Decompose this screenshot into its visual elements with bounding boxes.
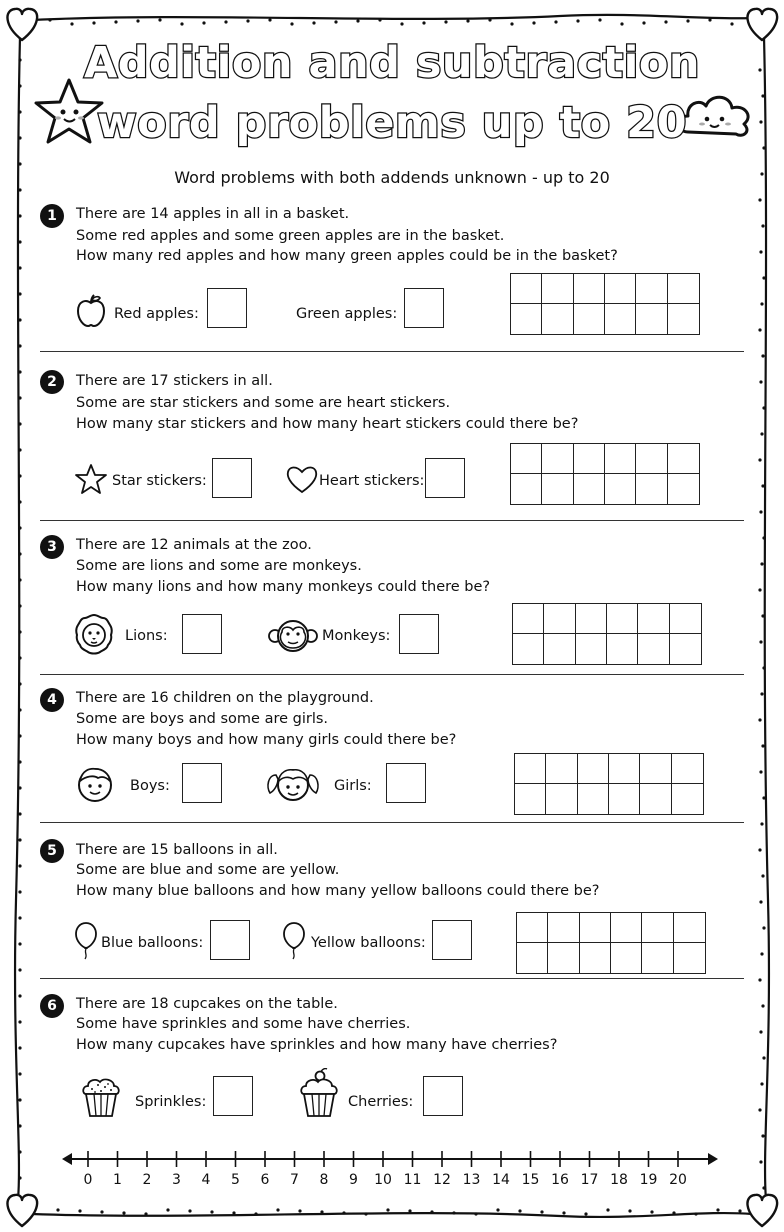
number-line-tick-label: 14 (492, 1172, 510, 1188)
sprinkles-label: Sprinkles: (135, 1094, 207, 1110)
red-apples-answer-box[interactable] (207, 288, 247, 328)
cupcake-sprinkles-icon (80, 1074, 122, 1118)
divider (40, 822, 744, 823)
monkey-icon (268, 618, 318, 654)
page-title-line-2: word problems up to 20 (96, 98, 688, 148)
number-line-tick-label: 0 (83, 1172, 93, 1188)
girls-label: Girls: (334, 778, 372, 794)
problem-text-line: How many star stickers and how many heart stickers could there be? (76, 416, 579, 432)
divider (40, 674, 744, 675)
number-line-tick-label: 5 (231, 1172, 240, 1188)
problem-text-line: How many lions and how many monkeys could there be? (76, 579, 491, 595)
problem-text-line: There are 16 children on the playground. (76, 690, 374, 706)
ten-frame (510, 443, 700, 505)
number-line-tick-label: 11 (403, 1172, 422, 1188)
number-line-tick-label: 16 (551, 1172, 569, 1188)
heart-corner-icon (7, 9, 37, 40)
problem-text-line: There are 17 stickers in all. (76, 373, 273, 389)
number-line-tick-label: 13 (462, 1172, 481, 1188)
green-apples-answer-box[interactable] (404, 288, 444, 328)
ten-frame (512, 603, 702, 665)
number-line-tick-label: 17 (580, 1172, 599, 1188)
cherries-label: Cherries: (348, 1094, 414, 1110)
problem-text-line: Some are lions and some are monkeys. (76, 558, 362, 574)
problem-text-line: There are 12 animals at the zoo. (76, 537, 312, 553)
problem-text-line: How many cupcakes have sprinkles and how many have cherries? (76, 1037, 558, 1053)
problem-text-line: Some red apples and some green apples are in the basket. (76, 228, 505, 244)
problem-number: 1 (40, 204, 64, 228)
divider (40, 520, 744, 521)
heart-stickers-answer-box[interactable] (425, 458, 465, 498)
number-line-tick-label: 4 (201, 1172, 211, 1188)
yellow-balloons-label: Yellow balloons: (311, 935, 426, 951)
divider (40, 978, 744, 979)
problem-number: 4 (40, 688, 64, 712)
apple-icon (76, 294, 106, 328)
ten-frame (510, 273, 700, 335)
divider (40, 351, 744, 352)
sprinkles-answer-box[interactable] (213, 1076, 253, 1116)
problem-text-line: Some are star stickers and some are heart stickers. (76, 395, 451, 411)
cupcake-cherry-icon (298, 1068, 340, 1118)
boy-icon (76, 765, 114, 803)
number-line-tick-label: 12 (433, 1172, 451, 1188)
number-line-tick-label: 6 (260, 1172, 270, 1188)
number-line-tick-label: 10 (374, 1172, 392, 1188)
number-line-tick-label: 18 (610, 1172, 628, 1188)
number-line-tick-label: 3 (172, 1172, 181, 1188)
cherries-answer-box[interactable] (423, 1076, 463, 1116)
balloon-icon (74, 921, 98, 961)
star-stickers-label: Star stickers: (112, 473, 207, 489)
ten-frame (514, 753, 704, 815)
problem-text-line: Some have sprinkles and some have cherries. (76, 1016, 411, 1032)
number-line (60, 1146, 720, 1172)
problem-text-line: There are 14 apples in all in a basket. (76, 206, 350, 222)
problem-text-line: How many boys and how many girls could there be? (76, 732, 457, 748)
number-line-tick-label: 2 (142, 1172, 152, 1188)
blue-balloons-label: Blue balloons: (101, 935, 204, 951)
blue-balloons-answer-box[interactable] (210, 920, 250, 960)
problem-text-line: How many red apples and how many green apples could be in the basket? (76, 248, 618, 264)
page-title-line-1: Addition and subtraction (83, 38, 701, 88)
number-line-tick-label: 1 (113, 1172, 122, 1188)
star-icon (74, 463, 108, 495)
boys-answer-box[interactable] (182, 763, 222, 803)
monkeys-label: Monkeys: (322, 628, 391, 644)
lions-label: Lions: (125, 628, 168, 644)
heart-corner-icon (7, 1195, 37, 1226)
monkeys-answer-box[interactable] (399, 614, 439, 654)
lions-answer-box[interactable] (182, 614, 222, 654)
girls-answer-box[interactable] (386, 763, 426, 803)
problem-number: 2 (40, 370, 64, 394)
number-line-tick-label: 8 (319, 1172, 329, 1188)
problem-number: 3 (40, 535, 64, 559)
problem-number: 5 (40, 839, 64, 863)
problem-text-line: There are 15 balloons in all. (76, 842, 278, 858)
problem-text-line: Some are boys and some are girls. (76, 711, 329, 727)
problem-text-line: How many blue balloons and how many yellow balloons could there be? (76, 883, 600, 899)
ten-frame (516, 912, 706, 974)
number-line-tick-label: 19 (639, 1172, 658, 1188)
girl-icon (266, 765, 320, 803)
page-subtitle: Word problems with both addends unknown - up to 20 (174, 168, 610, 187)
heart-corner-icon (747, 9, 777, 40)
balloon-icon (282, 921, 306, 961)
heart-corner-icon (747, 1195, 777, 1226)
problem-number: 6 (40, 994, 64, 1018)
number-line-tick-label: 7 (290, 1172, 299, 1188)
number-line-tick-label: 20 (669, 1172, 687, 1188)
number-line-tick-label: 9 (349, 1172, 358, 1188)
problem-text-line: There are 18 cupcakes on the table. (76, 996, 338, 1012)
green-apples-label: Green apples: (296, 306, 398, 322)
boys-label: Boys: (130, 778, 170, 794)
number-line-tick-label: 15 (521, 1172, 540, 1188)
yellow-balloons-answer-box[interactable] (432, 920, 472, 960)
problem-text-line: Some are blue and some are yellow. (76, 862, 340, 878)
heart-icon (286, 464, 318, 494)
heart-stickers-label: Heart stickers: (319, 473, 425, 489)
red-apples-label: Red apples: (114, 306, 199, 322)
star-stickers-answer-box[interactable] (212, 458, 252, 498)
lion-icon (74, 613, 114, 655)
